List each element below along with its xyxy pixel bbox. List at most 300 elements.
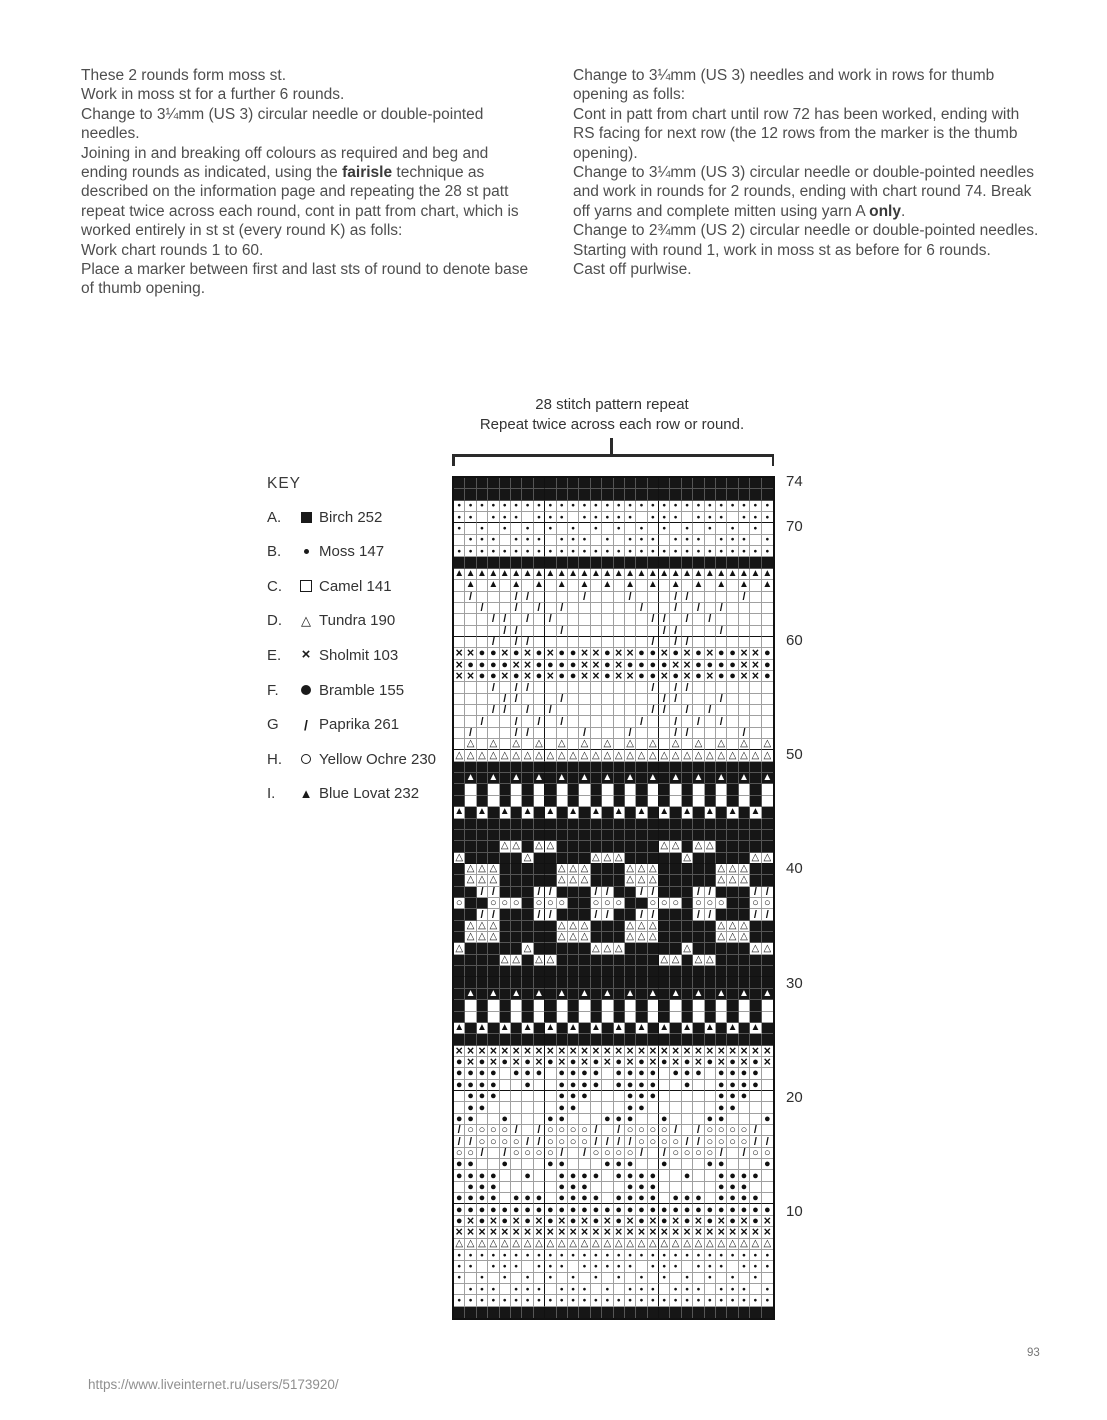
chart-cell: ● xyxy=(465,1250,476,1261)
chart-cell xyxy=(682,1012,693,1023)
chart-cell xyxy=(705,966,716,977)
chart-cell xyxy=(522,1012,533,1023)
chart-cell: ○ xyxy=(591,898,602,909)
chart-cell xyxy=(579,603,590,614)
chart-cell xyxy=(568,626,579,637)
chart-cell xyxy=(693,614,704,625)
chart-cell: ● xyxy=(511,648,522,659)
chart-cell: ▲ xyxy=(590,568,601,579)
chart-cell: ● xyxy=(614,501,625,512)
chart-cell: ● xyxy=(488,1170,499,1181)
chart-cell: ● xyxy=(716,1204,727,1215)
chart-cell: × xyxy=(682,648,693,659)
chart-cell: ▲ xyxy=(670,568,681,579)
chart-cell: △ xyxy=(500,750,511,761)
chart-cell xyxy=(602,796,613,807)
chart-cell xyxy=(716,830,727,841)
chart-cell: △ xyxy=(693,955,704,966)
chart-cell xyxy=(750,728,761,739)
chart-cell xyxy=(670,1091,681,1102)
chart-cell xyxy=(477,705,488,716)
chart-cell: ○ xyxy=(579,1136,590,1147)
chart-cell xyxy=(636,1012,647,1023)
chart-cell: ● xyxy=(465,546,476,557)
chart-cell: ▲ xyxy=(556,568,567,579)
chart-cell: ● xyxy=(625,501,636,512)
chart-cell: ● xyxy=(648,671,659,682)
chart-cell xyxy=(762,603,773,614)
chart-cell xyxy=(625,1000,636,1011)
chart-cell: × xyxy=(727,1046,738,1057)
chart-cell: ● xyxy=(670,501,681,512)
chart-cell xyxy=(659,1170,670,1181)
chart-cell xyxy=(705,1307,716,1318)
chart-cell: ● xyxy=(625,1080,636,1091)
chart-cell xyxy=(739,682,750,693)
chart-cell: / xyxy=(511,637,522,648)
chart-cell xyxy=(625,955,636,966)
chart-cell xyxy=(670,864,681,875)
chart-cell xyxy=(477,841,488,852)
chart-cell xyxy=(614,796,625,807)
chart-cell xyxy=(636,773,647,784)
chart-cell: ● xyxy=(500,1114,511,1125)
chart-cell xyxy=(557,705,568,716)
chart-cell xyxy=(602,592,613,603)
chart-cell: △ xyxy=(465,921,476,932)
chart-cell xyxy=(579,716,590,727)
chart-cell: ● xyxy=(750,1295,761,1306)
chart-cell xyxy=(545,1080,556,1091)
chart-cell: △ xyxy=(602,943,613,954)
chart-cell xyxy=(465,966,476,977)
chart-cell xyxy=(693,762,704,773)
chart-cell: ● xyxy=(511,512,522,523)
chart-cell xyxy=(454,728,465,739)
chart-cell: ● xyxy=(477,1080,488,1091)
chart-cell: ○ xyxy=(500,1136,511,1147)
chart-cell: ● xyxy=(750,1261,761,1272)
chart-cell: ● xyxy=(739,1193,750,1204)
chart-cell xyxy=(693,1080,704,1091)
chart-cell: ▲ xyxy=(511,568,522,579)
chart-cell: ● xyxy=(614,1193,625,1204)
chart-cell: × xyxy=(465,1227,476,1238)
chart-cell: ● xyxy=(762,1204,773,1215)
instruction-paragraph: Place a marker between first and last sts of round to denote base of thumb opening. xyxy=(81,261,529,298)
chart-cell xyxy=(636,762,647,773)
chart-cell xyxy=(545,603,556,614)
chart-cell xyxy=(602,1080,613,1091)
chart-cell: × xyxy=(465,1216,476,1227)
chart-cell: / xyxy=(636,909,647,920)
chart-cell: ● xyxy=(465,660,476,671)
chart-cell: ○ xyxy=(659,1136,670,1147)
chart-cell xyxy=(534,1170,545,1181)
chart-cell xyxy=(522,841,533,852)
chart-cell xyxy=(659,1068,670,1079)
chart-cell: ● xyxy=(636,1216,647,1227)
chart-cell: △ xyxy=(682,750,693,761)
chart-cell xyxy=(716,478,727,489)
chart-cell: × xyxy=(522,660,533,671)
chart-cell: ● xyxy=(602,1261,613,1272)
chart-cell: ● xyxy=(693,535,704,546)
chart-cell xyxy=(716,592,727,603)
chart-cell xyxy=(659,592,670,603)
chart-cell: / xyxy=(716,694,727,705)
chart-cell: △ xyxy=(648,875,659,886)
knitting-chart xyxy=(452,476,775,1320)
chart-cell xyxy=(659,637,670,648)
chart-cell xyxy=(602,478,613,489)
chart-cell: × xyxy=(670,1227,681,1238)
instruction-paragraph: Starting with round 1, work in moss st as before for 6 rounds. xyxy=(573,241,991,259)
chart-cell xyxy=(705,637,716,648)
chart-cell: ○ xyxy=(739,1125,750,1136)
chart-cell: / xyxy=(648,887,659,898)
chart-cell: ● xyxy=(534,535,545,546)
chart-cell xyxy=(557,762,568,773)
chart-cell: ● xyxy=(693,512,704,523)
chart-cell: ● xyxy=(602,1295,613,1306)
chart-cell: × xyxy=(670,1046,681,1057)
chart-cell: ● xyxy=(625,512,636,523)
chart-cell: / xyxy=(477,603,488,614)
chart-cell xyxy=(625,694,636,705)
chart-cell: ● xyxy=(477,1102,488,1113)
chart-cell xyxy=(682,478,693,489)
key-entry-bramble-155 xyxy=(267,680,404,700)
chart-cell: × xyxy=(602,1216,613,1227)
chart-cell xyxy=(579,1114,590,1125)
chart-cell: ● xyxy=(648,660,659,671)
chart-cell: ● xyxy=(454,1295,465,1306)
chart-cell: ▲ xyxy=(602,988,613,999)
chart-cell: ○ xyxy=(500,1125,511,1136)
chart-cell: △ xyxy=(591,853,602,864)
chart-cell: ● xyxy=(739,1170,750,1181)
chart-cell xyxy=(477,955,488,966)
chart-cell xyxy=(522,796,533,807)
chart-cell: ○ xyxy=(454,1148,465,1159)
chart-cell: ● xyxy=(716,1068,727,1079)
chart-cell: ○ xyxy=(727,1136,738,1147)
chart-cell xyxy=(534,830,545,841)
chart-cell xyxy=(682,1182,693,1193)
chart-cell xyxy=(659,1080,670,1091)
instruction-paragraph: These 2 rounds form moss st. xyxy=(81,67,287,84)
chart-cell: ● xyxy=(568,1080,579,1091)
chart-cell: ● xyxy=(636,501,647,512)
chart-cell xyxy=(682,557,693,568)
chart-cell xyxy=(568,739,579,750)
chart-cell: / xyxy=(557,716,568,727)
chart-cell: ● xyxy=(454,1170,465,1181)
chart-cell xyxy=(511,921,522,932)
chart-cell xyxy=(659,875,670,886)
chart-cell xyxy=(693,943,704,954)
chart-cell xyxy=(522,898,533,909)
chart-cell xyxy=(648,943,659,954)
chart-cell xyxy=(488,807,499,818)
chart-cell xyxy=(762,1170,773,1181)
chart-cell: × xyxy=(705,1046,716,1057)
chart-cell xyxy=(454,932,465,943)
chart-cell xyxy=(534,875,545,886)
chart-cell: / xyxy=(693,1136,704,1147)
chart-cell: × xyxy=(705,671,716,682)
chart-cell xyxy=(522,932,533,943)
chart-cell xyxy=(477,478,488,489)
chart-cell: × xyxy=(625,671,636,682)
chart-cell: × xyxy=(488,1046,499,1057)
chart-cell: ● xyxy=(716,1182,727,1193)
source-url-link[interactable]: https://www.liveinternet.ru/users/5173920/ xyxy=(88,1377,339,1392)
chart-cell: ▲ xyxy=(477,568,487,579)
chart-cell: / xyxy=(477,909,488,920)
chart-cell xyxy=(568,1307,579,1318)
chart-cell: × xyxy=(739,671,750,682)
chart-cell xyxy=(568,955,579,966)
chart-cell: ● xyxy=(625,1284,636,1295)
chart-cell: / xyxy=(511,592,522,603)
chart-cell: ▲ xyxy=(579,988,590,999)
chart-cell: ● xyxy=(750,1193,761,1204)
chart-cell: ● xyxy=(534,1193,545,1204)
chart-cell xyxy=(500,773,511,784)
chart-cell xyxy=(465,955,476,966)
chart-cell xyxy=(762,682,773,693)
chart-cell: / xyxy=(762,909,773,920)
chart-cell xyxy=(739,716,750,727)
chart-cell: / xyxy=(557,626,568,637)
chart-cell: ○ xyxy=(716,898,727,909)
chart-cell: ● xyxy=(693,648,704,659)
chart-cell: ● xyxy=(682,523,693,534)
chart-cell: ● xyxy=(477,648,488,659)
chart-cell: △ xyxy=(522,750,533,761)
chart-cell: ● xyxy=(454,1068,465,1079)
chart-cell: ▲ xyxy=(625,988,636,999)
chart-cell xyxy=(568,977,579,988)
chart-cell xyxy=(488,977,499,988)
chart-cell xyxy=(500,1170,511,1181)
chart-cell xyxy=(670,784,681,795)
chart-cell xyxy=(739,694,750,705)
chart-cell xyxy=(762,1080,773,1091)
chart-cell: ● xyxy=(670,1204,681,1215)
chart-cell: ● xyxy=(739,1091,750,1102)
chart-cell xyxy=(602,1000,613,1011)
chart-cell: ● xyxy=(659,1250,670,1261)
chart-cell xyxy=(591,784,602,795)
chart-cell xyxy=(522,1034,533,1045)
chart-cell xyxy=(579,819,590,830)
chart-cell: ● xyxy=(568,1193,579,1204)
chart-cell xyxy=(762,1000,773,1011)
chart-cell: / xyxy=(534,1125,545,1136)
chart-cell: ▲ xyxy=(682,807,692,818)
chart-cell: △ xyxy=(693,841,704,852)
chart-cell: ● xyxy=(454,1193,465,1204)
chart-cell xyxy=(762,1273,773,1284)
chart-cell xyxy=(477,512,488,523)
chart-cell: △ xyxy=(750,1239,761,1250)
chart-cell xyxy=(693,1273,704,1284)
chart-cell xyxy=(762,1023,773,1034)
chart-cell xyxy=(727,898,738,909)
chart-cell: ● xyxy=(739,1068,750,1079)
chart-cell xyxy=(500,864,511,875)
chart-cell: ● xyxy=(500,1159,511,1170)
chart-cell: / xyxy=(636,716,647,727)
chart-cell xyxy=(511,932,522,943)
chart-cell xyxy=(591,580,602,591)
chart-cell: ▲ xyxy=(693,580,704,591)
chart-cell xyxy=(716,977,727,988)
chart-cell xyxy=(659,966,670,977)
chart-cell: ● xyxy=(534,501,545,512)
chart-cell xyxy=(454,1102,465,1113)
chart-cell xyxy=(670,1034,681,1045)
chart-cell xyxy=(625,898,636,909)
chart-cell xyxy=(465,1034,476,1045)
chart-cell: ○ xyxy=(625,1125,636,1136)
chart-cell: △ xyxy=(739,921,750,932)
chart-cell: ● xyxy=(568,535,579,546)
chart-cell: △ xyxy=(488,750,499,761)
chart-cell: ▲ xyxy=(716,773,727,784)
instructions-right-column xyxy=(573,66,1041,279)
chart-cell xyxy=(659,784,670,795)
chart-cell: ● xyxy=(500,501,511,512)
chart-cell: / xyxy=(545,909,556,920)
chart-cell xyxy=(477,989,488,1000)
chart-cell xyxy=(682,1125,693,1136)
chart-cell xyxy=(488,1012,499,1023)
chart-cell: ● xyxy=(693,1193,704,1204)
chart-cell xyxy=(682,773,693,784)
chart-row-label-74: 74 xyxy=(786,472,803,490)
chart-cell xyxy=(659,773,670,784)
chart-cell: / xyxy=(693,716,704,727)
chart-cell xyxy=(670,557,681,568)
chart-cell xyxy=(568,728,579,739)
chart-cell xyxy=(762,841,773,852)
chart-cell xyxy=(762,1182,773,1193)
chart-cell: × xyxy=(557,1216,568,1227)
chart-cell: ● xyxy=(579,1091,590,1102)
chart-cell: ○ xyxy=(670,1136,681,1147)
chart-cell: △ xyxy=(500,841,511,852)
chart-cell: ▲ xyxy=(625,580,636,591)
chart-cell xyxy=(625,853,636,864)
chart-cell xyxy=(693,523,704,534)
chart-cell xyxy=(500,966,511,977)
chart-cell: △ xyxy=(579,739,590,750)
chart-cell xyxy=(534,592,545,603)
chart-cell xyxy=(682,875,693,886)
chart-cell xyxy=(534,1034,545,1045)
chart-cell xyxy=(511,977,522,988)
chart-cell xyxy=(670,932,681,943)
chart-cell: ● xyxy=(693,501,704,512)
chart-cell xyxy=(659,1193,670,1204)
chart-cell: ● xyxy=(682,1273,693,1284)
chart-cell: ● xyxy=(727,1102,738,1113)
chart-cell xyxy=(727,489,738,500)
chart-cell: ● xyxy=(488,535,499,546)
chart-cell xyxy=(648,819,659,830)
chart-cell xyxy=(659,728,670,739)
chart-cell xyxy=(465,909,476,920)
chart-cell xyxy=(579,1012,590,1023)
chart-cell xyxy=(670,1170,681,1181)
chart-cell: ● xyxy=(454,501,465,512)
chart-cell xyxy=(716,523,727,534)
chart-cell: × xyxy=(727,1227,738,1238)
chart-cell xyxy=(659,1000,670,1011)
chart-cell: × xyxy=(670,1057,681,1068)
chart-cell: × xyxy=(625,1046,636,1057)
chart-cell: ● xyxy=(602,671,613,682)
chart-cell: / xyxy=(522,728,533,739)
chart-cell: △ xyxy=(465,864,476,875)
chart-cell xyxy=(614,977,625,988)
chart-cell xyxy=(477,1114,488,1125)
chart-cell xyxy=(545,830,556,841)
chart-cell: ● xyxy=(477,660,488,671)
chart-cell: ● xyxy=(568,1170,579,1181)
chart-cell: ● xyxy=(545,1295,556,1306)
chart-cell xyxy=(522,489,533,500)
chart-cell xyxy=(614,921,625,932)
chart-cell xyxy=(762,977,773,988)
chart-cell: ● xyxy=(602,660,613,671)
chart-cell xyxy=(693,977,704,988)
chart-cell: ▲ xyxy=(579,580,590,591)
chart-cell xyxy=(557,796,568,807)
chart-cell: ○ xyxy=(545,1148,556,1159)
chart-cell: / xyxy=(534,887,545,898)
chart-cell xyxy=(522,875,533,886)
chart-cell: ● xyxy=(739,546,750,557)
chart-cell xyxy=(534,557,545,568)
chart-row-label-30: 30 xyxy=(786,974,803,992)
chart-cell: ● xyxy=(579,1295,590,1306)
chart-cell xyxy=(716,1012,727,1023)
chart-cell xyxy=(705,1012,716,1023)
chart-cell xyxy=(648,592,659,603)
chart-cell: ● xyxy=(454,1057,465,1068)
chart-cell xyxy=(557,955,568,966)
chart-cell: △ xyxy=(693,1239,704,1250)
chart-cell: ○ xyxy=(545,898,556,909)
chart-cell: ● xyxy=(568,1091,579,1102)
chart-cell xyxy=(511,875,522,886)
chart-cell: ● xyxy=(739,1204,750,1215)
chart-cell xyxy=(727,762,738,773)
chart-cell xyxy=(636,1307,647,1318)
chart-cell: ● xyxy=(659,1114,670,1125)
chart-cell: ● xyxy=(750,512,761,523)
chart-cell xyxy=(682,626,693,637)
chart-cell xyxy=(591,626,602,637)
chart-cell xyxy=(488,955,499,966)
chart-cell: / xyxy=(625,1136,636,1147)
chart-cell xyxy=(568,989,579,1000)
